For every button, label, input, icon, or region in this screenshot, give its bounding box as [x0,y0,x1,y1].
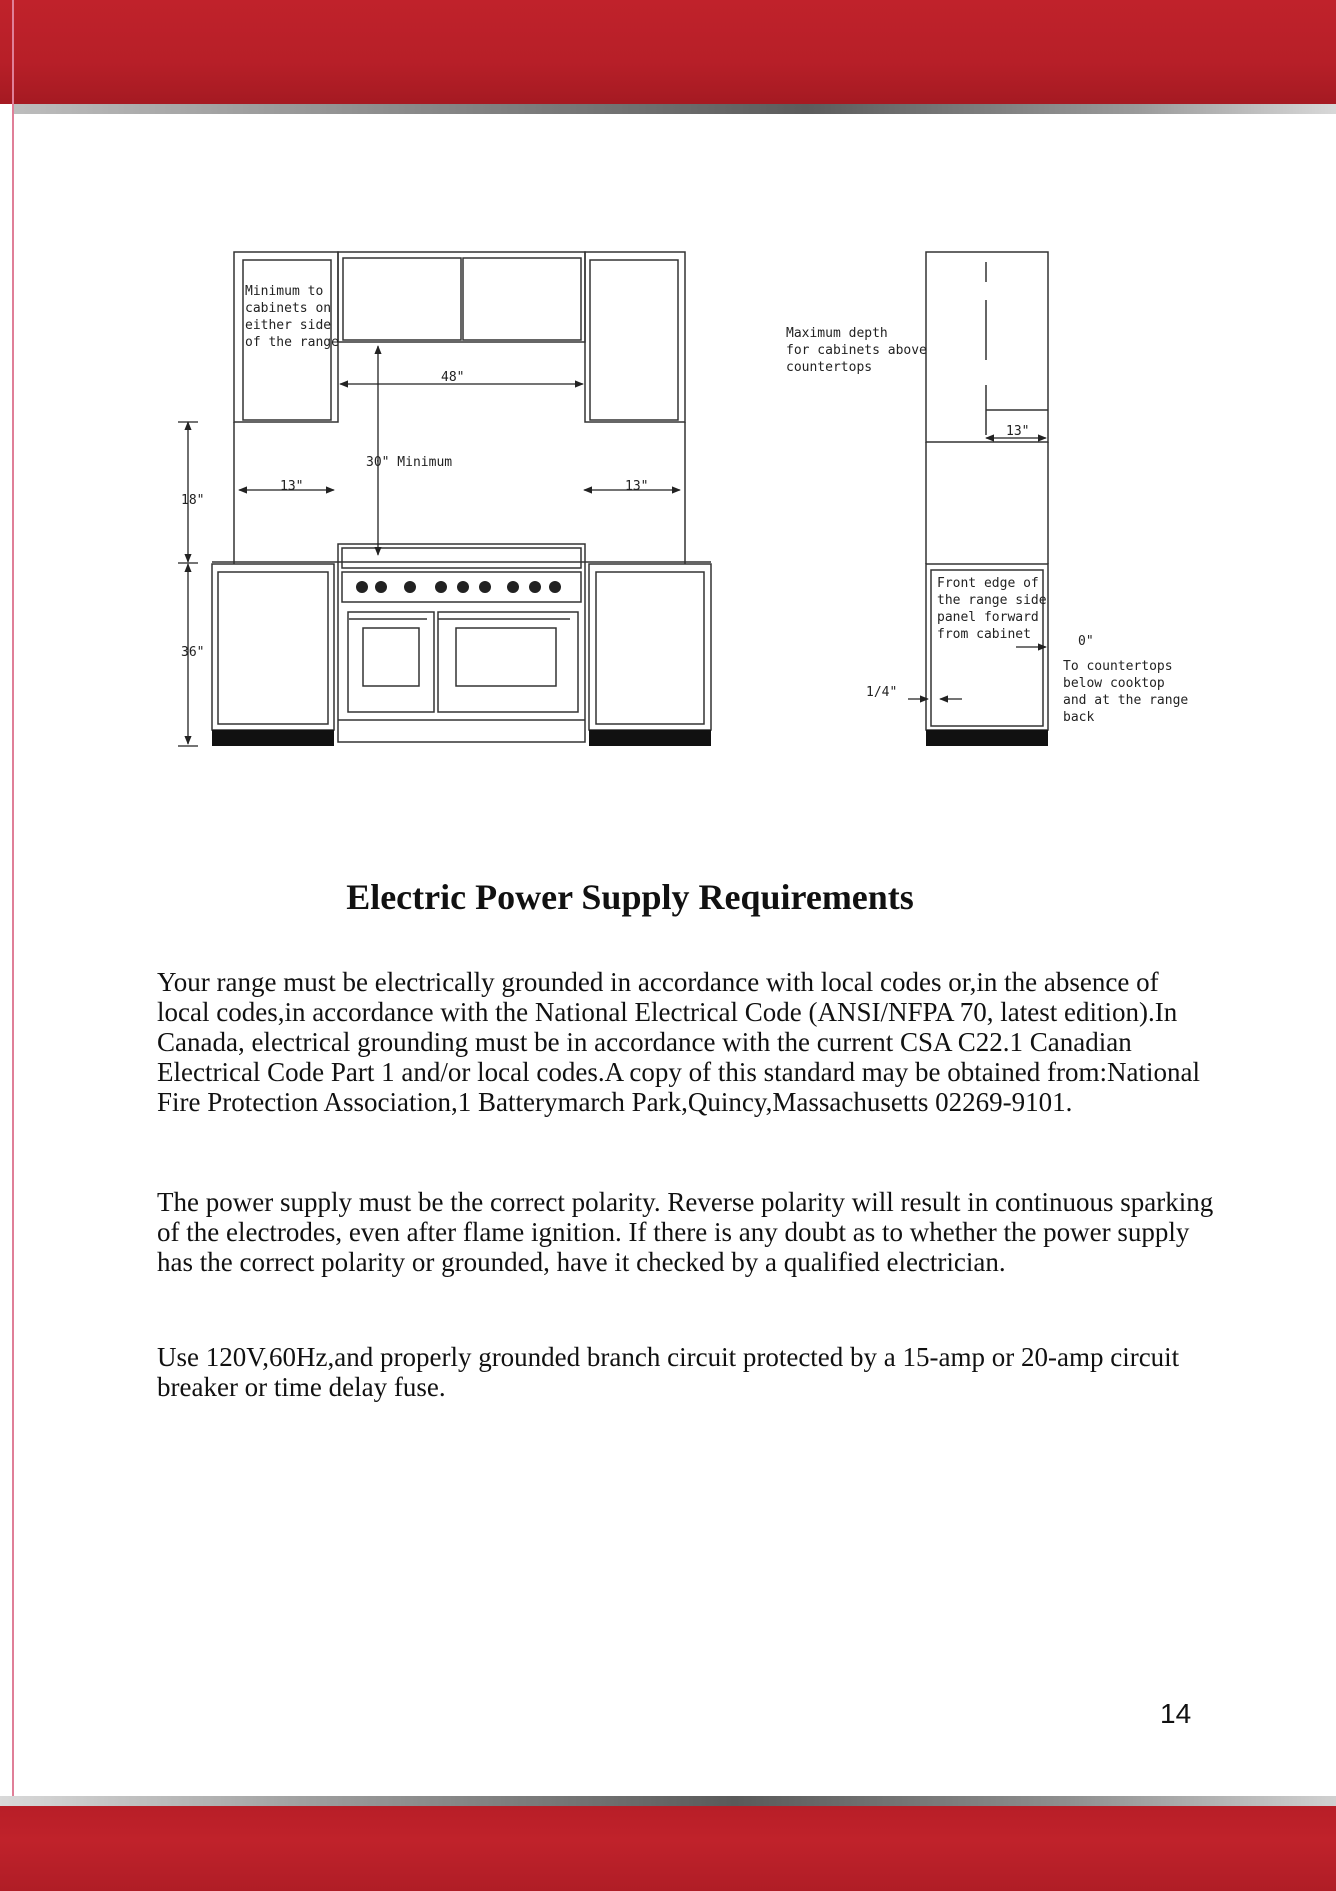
label-countertops-4: back [1063,710,1095,725]
label-max-depth-3: countertops [786,360,873,375]
label-min-cabinets-2: cabinets on [245,301,332,316]
right-upper-cabinet [585,252,685,422]
paragraph-polarity: The power supply must be the correct polarity. Reverse polarity will result in continuous sparking of the electrodes, even after flame ignition. If there is any doubt as to whether the power supply has the correct polarity or grounded, have it checked by a qualified electrician. [157,1187,1214,1277]
label-countertops-2: below cooktop [1063,676,1165,691]
label-dim-13-side: 13" [1006,424,1030,439]
label-front-edge-3: panel forward [937,610,1039,625]
paragraph-circuit: Use 120V,60Hz,and properly grounded branch circuit protected by a 15-amp or 20-amp circuit breaker or time delay fuse. [157,1342,1180,1402]
right-lower-cabinet [589,564,711,730]
label-front-edge-4: from cabinet [937,627,1031,642]
label-dim-13-right: 13" [625,479,649,494]
label-min-cabinets-4: of the range [245,335,339,350]
label-countertops-1: To countertops [1063,659,1173,674]
footer-band [0,1806,1336,1891]
installation-diagram [0,0,1336,800]
label-dim-48: 48" [441,370,465,385]
label-front-edge-2: the range side [937,593,1047,608]
label-dim-18: 18" [181,493,205,508]
label-dim-30-min: 30" Minimum [366,455,453,470]
footer-rule [0,1796,1336,1806]
label-max-depth-2: for cabinets above [786,343,927,358]
label-max-depth-1: Maximum depth [786,326,888,341]
left-lower-cabinet [212,564,334,730]
label-dim-13-left: 13" [280,479,304,494]
paragraph-grounding: Your range must be electrically grounded in accordance with local codes or,in the absence of local codes,in accordance with the National Electrical Code (ANSI/NFPA 70, latest edition).In Canada, electrical grounding must be in accordance with the current CSA C22.1 Canadian Electrical Code Part 1 and/or local codes.A copy of this standard may be obtained from:National Fire Protection Association,1 Batterymarch Park,Quincy,Massachusetts 02269-9101. [157,967,1200,1117]
page-number: 14 [1160,1698,1192,1729]
label-countertops-3: and at the range [1063,693,1189,708]
label-min-cabinets-3: either side [245,318,332,333]
label-min-cabinets-1: Minimum to [245,284,324,299]
label-front-edge-1: Front edge of [937,576,1039,591]
label-dim-36: 36" [181,645,205,660]
label-dim-0: 0" [1078,634,1094,649]
label-dim-quarter: 1/4" [866,685,898,700]
section-title: Electric Power Supply Requirements [346,877,914,917]
side-view-upper [926,252,1048,442]
